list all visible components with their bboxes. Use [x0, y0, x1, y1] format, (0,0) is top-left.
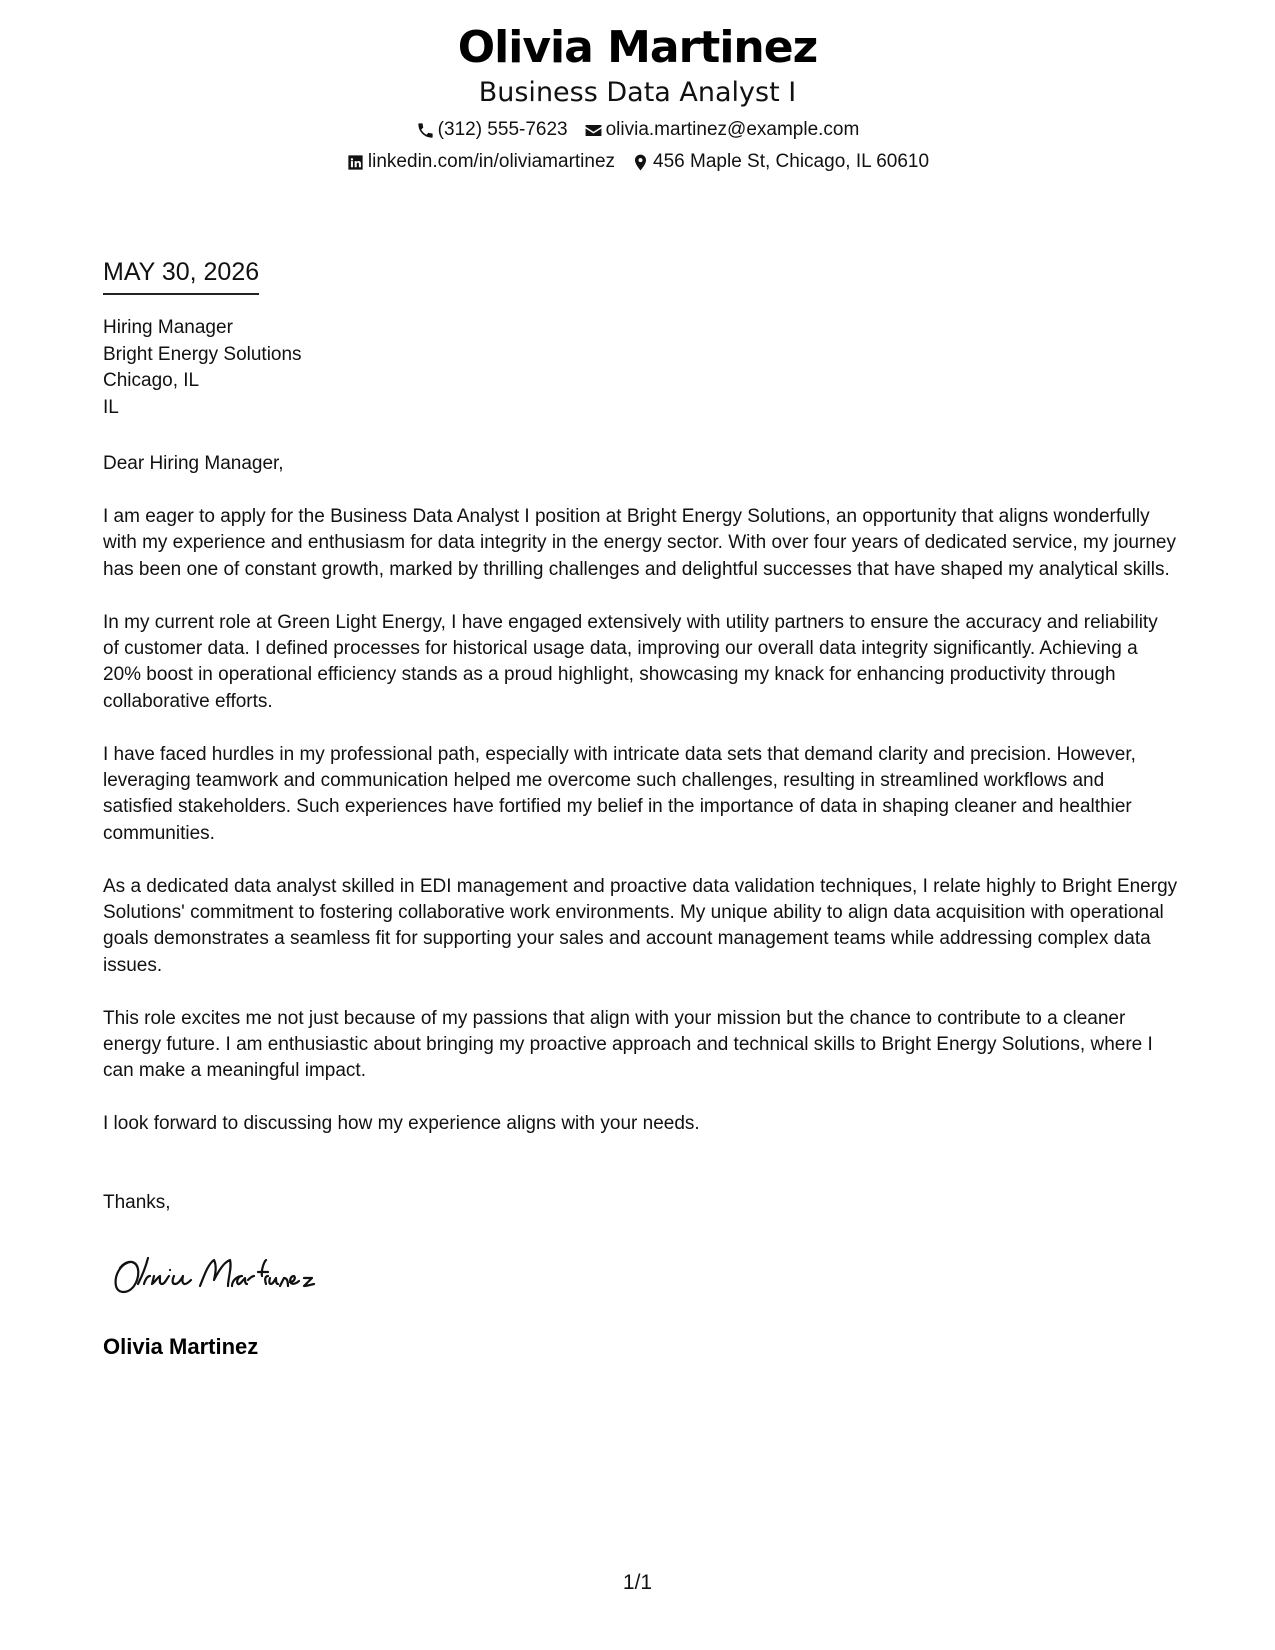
- contact-linkedin: [346, 150, 615, 174]
- applicant-role: Business Data Analyst I: [478, 77, 797, 108]
- envelope-icon: [584, 121, 603, 140]
- linkedin-icon: [346, 153, 365, 172]
- map-marker-icon: [631, 153, 650, 172]
- body-paragraph: As a dedicated data analyst skilled in EDI management and proactive data validation techniques, I relate highly to Bright Energy Solutions' commitment to fostering collaborative work environments. My unique ability to align data acquisition with operational goals demonstrates a seamless fit for supporting your sales and account management teams while addressing complex data issues.: [103, 875, 1178, 976]
- contact-row-secondary: [0, 150, 1275, 174]
- salutation: Dear Hiring Manager,: [103, 453, 284, 474]
- contact-email: [584, 118, 860, 142]
- letter-header: [0, 22, 1275, 174]
- body-paragraph: I am eager to apply for the Business Data Analyst I position at Bright Energy Solutions, an opportunity that aligns wonderfully with my experience and enthusiasm for data integrity in the energy sector. With over four years of dedicated service, my journey has been one of constant growth, marked by thrilling challenges and delightful successes that have shaped my analytical skills.: [103, 506, 1176, 580]
- closing: Thanks,: [103, 1192, 171, 1213]
- body-paragraph: I look forward to discussing how my experience aligns with your needs.: [103, 1113, 700, 1135]
- phone-text: (312) 555-7623: [437, 119, 568, 140]
- body-paragraph: In my current role at Green Light Energy, I have engaged extensively with utility partners to ensure the accuracy and reliability of customer data. I defined processes for historical usage data, improving our overall data integrity significantly. Achieving a 20% boost in operational efficiency stands as a proud highlight, showcasing my knack for enhancing productivity through collaborative efforts.: [103, 611, 1158, 712]
- body-paragraph: I have faced hurdles in my professional path, especially with intricate data sets that demand clarity and precision. However, leveraging teamwork and communication helped me overcome such challenges, resulting in streamlined workflows and satisfied stakeholders. Such experiences have fortified my belief in the importance of data in shaping cleaner and healthier communities.: [103, 743, 1136, 844]
- address-text: 456 Maple St, Chicago, IL 60610: [653, 151, 930, 172]
- recipient-line: Hiring Manager: [103, 317, 233, 338]
- applicant-name: Olivia Martinez: [457, 22, 818, 73]
- letter-body: [103, 504, 1178, 1164]
- contact-phone: [416, 118, 568, 142]
- page-number: 1/1: [622, 1571, 653, 1594]
- recipient-line: IL: [103, 396, 119, 418]
- linkedin-text: linkedin.com/in/oliviamartinez: [367, 151, 616, 172]
- recipient-line: Chicago, IL: [103, 370, 200, 391]
- recipient-block: [103, 315, 302, 421]
- body-paragraph: This role excites me not just because of my passions that align with your mission but the chance to contribute to a cleaner energy future. I am enthusiastic about bringing my proactive approach and technical skills to Bright Energy Solutions, where I can make a meaningful impact.: [103, 1007, 1153, 1082]
- handwritten-signature: [108, 1250, 368, 1300]
- contact-address: [631, 150, 929, 174]
- letter-date: MAY 30, 2026: [103, 257, 259, 295]
- contact-row-primary: [0, 118, 1275, 142]
- phone-icon: [416, 121, 435, 140]
- signer-name: Olivia Martinez: [103, 1334, 259, 1359]
- recipient-line: Bright Energy Solutions: [103, 343, 302, 365]
- email-text: olivia.martinez@example.com: [605, 119, 860, 140]
